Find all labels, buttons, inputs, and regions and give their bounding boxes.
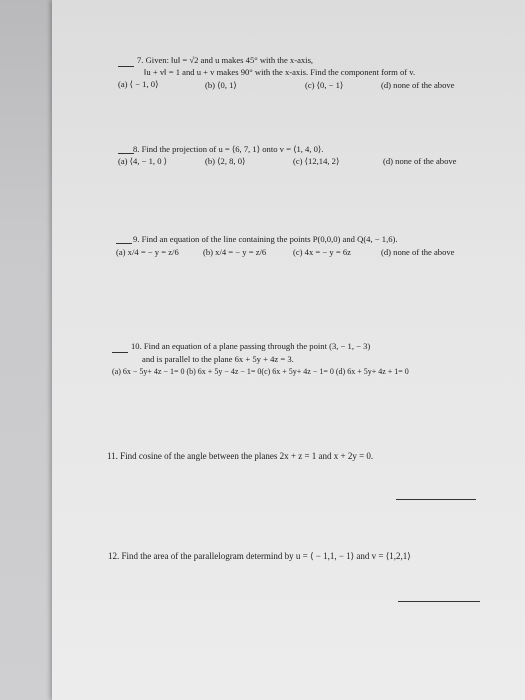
q9-prompt: 9. Find an equation of the line containing the points P(0,0,0) and Q(4, − 1,6). [133,234,398,244]
q9-option-d: (d) none of the above [381,247,455,257]
q8-prompt: 8. Find the projection of u = ⟨6, 7, 1⟩ onto v = ⟨1, 4, 0⟩. [133,144,324,154]
q8-answer-blank[interactable] [118,153,134,154]
q7-answer-blank[interactable] [118,66,134,67]
q7-option-c: (c) ⟨0, − 1⟩ [305,80,344,90]
q8-option-a: (a) ⟨4, − 1, 0 ⟩ [118,156,168,166]
q7-option-d: (d) none of the above [381,80,455,90]
q12-answer-line[interactable] [398,601,480,602]
q7-prompt-line1: 7. Given: ‖u‖ = √2 and u makes 45° with the x-axis, [137,55,314,65]
q10-answer-blank[interactable] [112,352,128,353]
q8-option-d: (d) none of the above [383,156,457,166]
q10-options: (a) 6x − 5y+ 4z − 1= 0 (b) 6x + 5y − 4z − 1= 0(c) 6x + 5y+ 4z − 1= 0 (d) 6x + 5y+ 4z + 1= 0 [112,367,409,376]
q7-option-a: (a) ⟨ − 1, 0⟩ [118,79,159,89]
q11-prompt: 11. Find cosine of the angle between the planes 2x + z = 1 and x + 2y = 0. [107,451,374,461]
q8-option-c: (c) ⟨12,14, 2⟩ [293,156,340,166]
q9-answer-blank[interactable] [116,243,132,244]
q7-prompt-line2: ‖u + v‖ = 1 and u + v makes 90° with the x-axis. Find the component form of v. [144,67,416,77]
q10-prompt-line1: 10. Find an equation of a plane passing through the point (3, − 1, − 3) [131,341,371,351]
q9-option-a: (a) x/4 = − y = z/6 [116,247,179,257]
q7-option-b: (b) ⟨0, 1⟩ [205,80,237,90]
q9-option-b: (b) x/4 = − y = z/6 [203,247,267,257]
q10-prompt-line2: and is parallel to the plane 6x + 5y + 4z = 3. [142,354,294,364]
q11-answer-line[interactable] [396,499,476,500]
q8-option-b: (b) ⟨2, 8, 0⟩ [205,156,246,166]
q9-option-c: (c) 4x = − y = 6z [293,247,351,257]
q12-prompt: 12. Find the area of the parallelogram determind by u = ⟨ − 1,1, − 1⟩ and v = ⟨1,2,1⟩ [108,551,411,561]
